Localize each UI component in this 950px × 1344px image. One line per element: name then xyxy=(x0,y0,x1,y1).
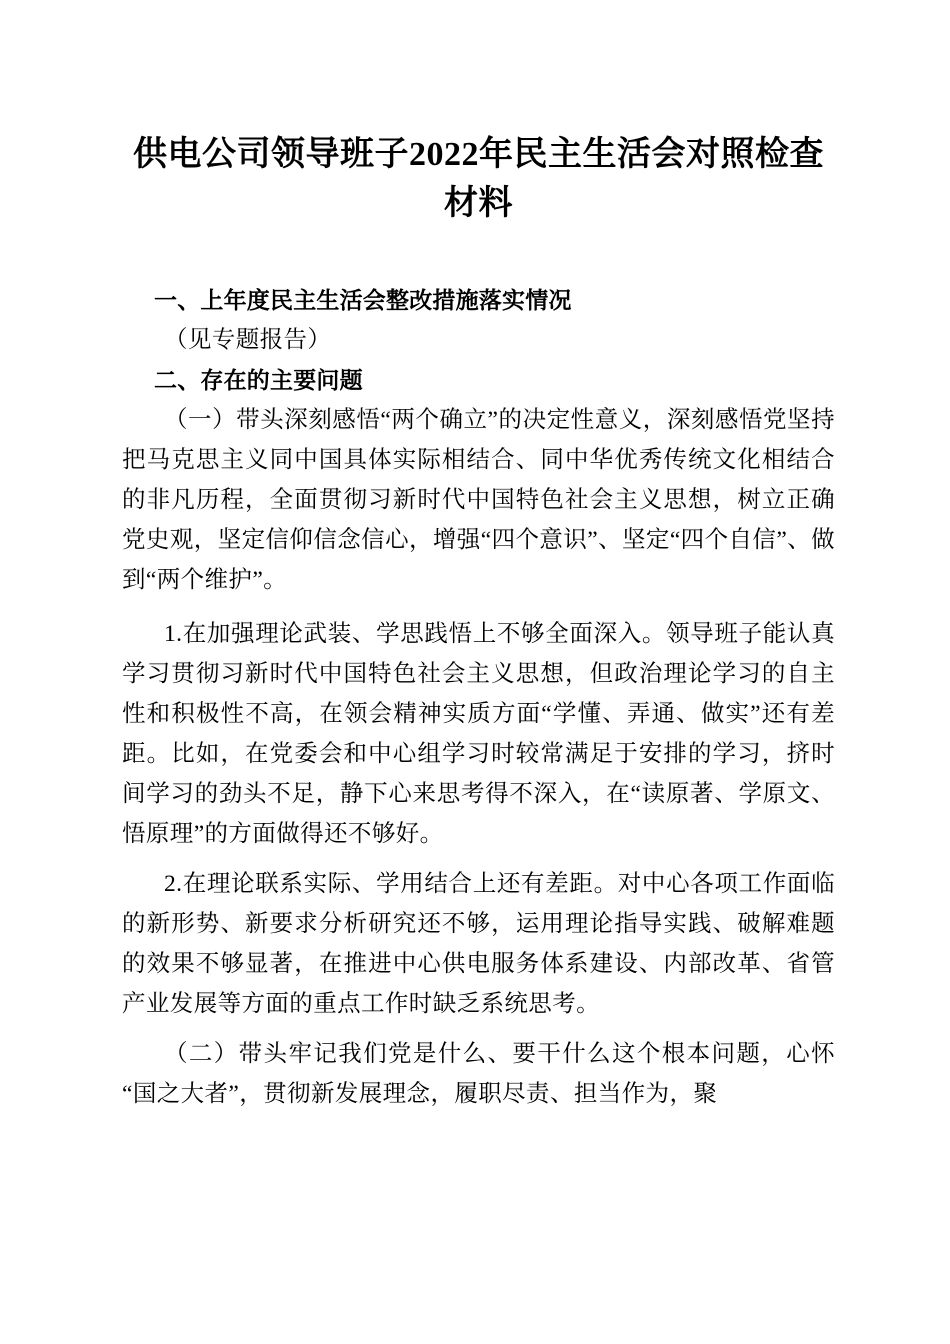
title-spacer xyxy=(122,228,835,280)
page-title: 供电公司领导班子2022年民主生活会对照检查材料 xyxy=(133,136,824,222)
section-1-note: （见专题报告） xyxy=(164,327,332,353)
document-body xyxy=(122,130,835,1114)
paragraph-spacer xyxy=(122,600,835,614)
paragraph-spacer xyxy=(122,854,835,864)
paragraph-item-2: 2.在理论联系实际、学用结合上还有差距。对中心各项工作面临的新形势、新要求分析研究还不够，运用理论指导实践、破解难题的效果不够显著，在推进中心供电服务体系建设、内部改革、省管产业发展等方面的重点工作时缺乏系统思考。 xyxy=(122,871,835,1017)
paragraph-item-1: 1.在加强理论武装、学思践悟上不够全面深入。领导班子能认真学习贯彻习新时代中国特色社会主义思想，但政治理论学习的自主性和积极性不高，在领会精神实质方面“学懂、弄通、做实”还有差距。比如，在党委会和中心组学习时较常满足于安排的学习，挤时间学习的劲头不足，静下心来思考得不深入，在“读原著、学原文、悟原理”的方面做得还不够好。 xyxy=(122,621,835,847)
paragraph-one-intro: （一）带头深刻感悟“两个确立”的决定性意义，深刻感悟党坚持把马克思主义同中国具体实际相结合、同中华优秀传统文化相结合的非凡历程，全面贯彻习新时代中国特色社会主义思想，树立正确党史观，坚定信仰信念信心，增强“四个意识”、坚定“四个自信”、做到“两个维护”。 xyxy=(122,407,835,593)
paragraph-spacer xyxy=(122,1024,835,1034)
paragraph-two-intro: （二）带头牢记我们党是什么、要干什么这个根本问题，心怀“国之大者”，贯彻新发展理念，履职尽责、担当作为，聚 xyxy=(122,1041,835,1107)
section-heading-2: 二、存在的主要问题 xyxy=(154,367,363,393)
section-heading-1: 一、上年度民主生活会整改措施落实情况 xyxy=(154,287,572,313)
